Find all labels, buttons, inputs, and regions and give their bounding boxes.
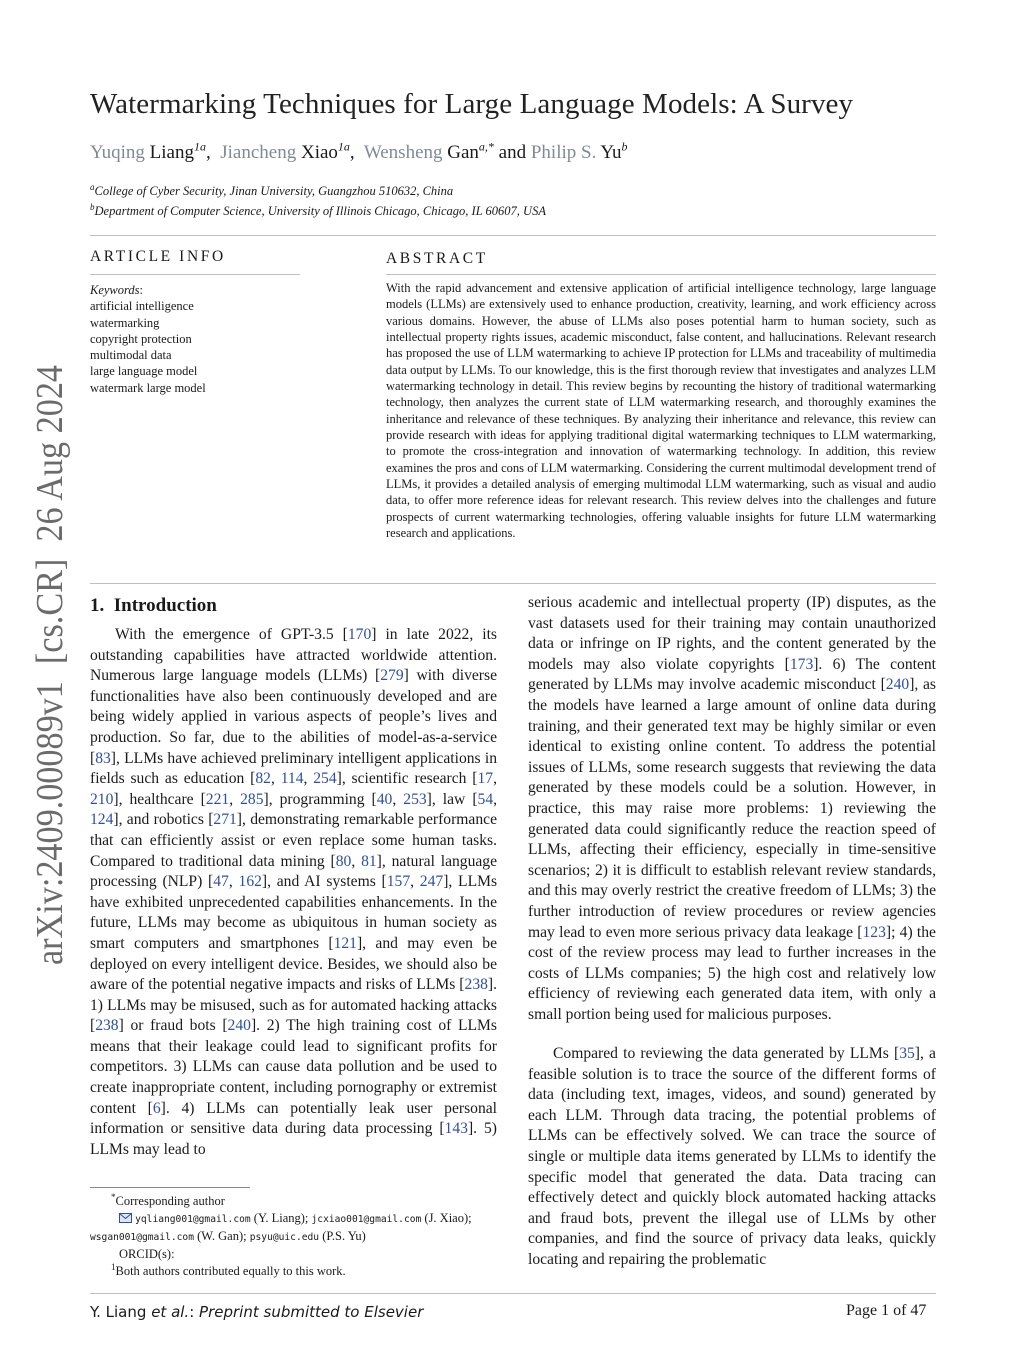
footer-etal: et al. xyxy=(151,1303,190,1321)
citation-link[interactable]: 80 xyxy=(335,852,352,870)
email-link[interactable]: yqliang001@gmail.com xyxy=(135,1214,251,1225)
author-family-name: Xiao xyxy=(300,142,338,163)
author-1[interactable] xyxy=(90,139,206,163)
body-text: ], and may even be deployed on every intelligent device. Besides, we should also be aware of the potential negative impacts and risks of LLMs [ xyxy=(90,934,497,994)
footer-author: Y. Liang xyxy=(90,1303,147,1321)
author-given-name: Yuqing xyxy=(90,142,145,163)
author-mark: 1a xyxy=(193,139,206,154)
keyword-item: artificial intelligence xyxy=(90,299,194,314)
email-link[interactable]: psyu@uic.edu xyxy=(249,1232,320,1243)
arxiv-side-stamp xyxy=(8,360,80,970)
body-text: ] or fraud bots [ xyxy=(118,1017,228,1035)
citation-link[interactable]: 123 xyxy=(862,923,886,941)
body-text: ], as the models have learned a large amount of online data during training, and their generated text may be highly similar or even identical to existing online content. To address the potential issues of LLMs, some research suggests that reviewing the data generated by these models could be a solution. However, in practice, this may raise more problems: 1) reviewing the generated data could significantly reduce the reaction speed of LLMs, affecting their efficiency, especially in time-sensitive scenarios; 2) it is difficult to establish relevant review standards, and this may overly restrict the creative freedom of LLMs; 3) the further introduction of review procedures or review agencies may lead to even more serious privacy data leakage [ xyxy=(528,676,936,941)
body-text: With the emergence of GPT-3.5 [ xyxy=(115,626,348,643)
body-text: ]. 2) The high training cost of LLMs means that their leakage could lead to significant profits for competitors. 3) LLMs can cause data pollution and be used to create inappropriate content, including pornography or extremist content [ xyxy=(90,1017,497,1117)
body-text: ], demonstrating remarkable performance that can efficiently assist or even replace some human tasks. Compared to traditional data mining [ xyxy=(90,811,497,870)
citation-link[interactable]: 170 xyxy=(347,626,372,643)
page-number: Page 1 of 47 xyxy=(846,1302,927,1319)
envelope-icon xyxy=(119,1211,132,1228)
header-divider xyxy=(90,235,936,236)
footnote-text: Corresponding author xyxy=(115,1194,225,1208)
author-family-name: Liang xyxy=(149,142,194,163)
citation-link[interactable]: 114 xyxy=(280,770,304,788)
citation-link[interactable]: 162 xyxy=(238,873,262,891)
body-text: ] in late 2022, its outstanding capabilities have attracted worldwide attention. Numerous large language models (LLMs) [ xyxy=(90,626,497,685)
body-text: ]. 6) The content generated by LLMs may involve academic misconduct [ xyxy=(528,655,936,694)
keywords-label: Keywords xyxy=(90,283,140,297)
body-text: , xyxy=(392,790,404,808)
email-owner: (Y. Liang); xyxy=(253,1211,309,1225)
body-text: ], a feasible solution is to trace the source of the different forms of data (including text, images, videos, and sound) generated by each LLM. Through data tracing, the potential problems of LLMs can be effectively solved. We can trace the source of single or multiple data items generated by LLMs to identify the specific model that generated the data. Data tracing can effectively detect and quickly block automated hacking attacks and fraud bots, prevent the illegal use of LLMs by other companies, and find the source of privacy data leaks, quickly locating and repairing the problematic xyxy=(528,1045,936,1268)
intro-right-paragraph-1 xyxy=(528,593,936,1025)
email-owner: (J. Xiao); xyxy=(424,1211,472,1225)
footnote-orcid: ORCID(s): xyxy=(119,1247,175,1261)
affiliation-mark: a xyxy=(90,181,95,192)
citation-link[interactable]: 279 xyxy=(380,667,404,685)
body-text: ], LLMs have achieved preliminary intelligent applications in fields such as education [ xyxy=(90,749,497,788)
body-text: ]. 5) LLMs may lead to xyxy=(90,1120,497,1158)
citation-link[interactable]: 157 xyxy=(386,873,411,891)
citation-link[interactable]: 210 xyxy=(90,790,114,808)
author-list xyxy=(90,139,628,164)
body-text: ], and robotics [ xyxy=(113,811,214,829)
arxiv-identifier: arXiv:2409.00089v1 [cs.CR] 26 Aug 2024 xyxy=(29,360,71,965)
citation-link[interactable]: 238 xyxy=(95,1017,119,1035)
body-text: , xyxy=(351,852,362,870)
body-text: , xyxy=(303,770,314,788)
body-text: serious academic and intellectual property (IP) disputes, as the vast datasets used for their training may contain unauthorized data or infringe on IP rights, and the content generated by the models may also violate copyrights [ xyxy=(528,594,936,673)
citation-link[interactable]: 285 xyxy=(240,790,264,808)
affiliation-mark: b xyxy=(90,201,95,212)
body-text: , xyxy=(410,873,420,891)
body-text: ], LLMs have exhibited unprecedented capabilities enhancements. In the future, LLMs may become as ubiquitous in human society as smart computers and smartphones [ xyxy=(90,873,498,952)
section-title: Introduction xyxy=(113,595,217,616)
body-text: ]; 4) the cost of the review process may lead to further increases in the costs of LLMs companies; 5) the high cost and relatively low efficiency of reviewing each generated data item, with only a small portion being used for malicious purposes. xyxy=(528,923,936,1023)
body-text: , xyxy=(270,770,281,788)
section-heading xyxy=(90,595,217,617)
body-text: ]. 4) LLMs can potentially leak user personal information or sensitive data during data processing [ xyxy=(90,1099,497,1138)
citation-link[interactable]: 247 xyxy=(419,873,444,891)
keyword-item: watermarking xyxy=(90,315,160,330)
citation-link[interactable]: 143 xyxy=(444,1120,468,1138)
body-text: ], programming [ xyxy=(263,790,377,808)
body-text: Compared to reviewing the data generated by LLMs [ xyxy=(553,1045,900,1062)
citation-link[interactable]: 240 xyxy=(227,1017,251,1035)
keywords-colon: : xyxy=(139,283,144,297)
keyword-item: large language model xyxy=(90,364,198,379)
abstract-divider xyxy=(386,274,936,275)
author-mark: b xyxy=(621,139,628,154)
section-number: 1. xyxy=(90,595,105,616)
keywords-block xyxy=(90,282,305,396)
body-text: ]. 1) LLMs may be misused, such as for automated hacking attacks [ xyxy=(90,976,497,1035)
email-link[interactable]: jcxiao001@gmail.com xyxy=(311,1214,422,1225)
abstract-body: With the rapid advancement and extensive application of artificial intelligence technology, large language models (LLMs) are extensively used to enhance production, creativity, learning, and work efficiency across various domains. However, the abuse of LLMs also poses potential harm to human society, such as intellectual property rights issues, academic misconduct, false content, and hallucinations. Relevant research has proposed the use of LLM watermarking to achieve IP protection for LLMs and traceability of multimedia data output by LLMs. To our knowledge, this is the first thorough review that investigates and analyzes LLM watermarking technology in detail. This review begins by recounting the history of traditional watermarking technology, then analyzes the current state of LLM watermarking research, and thoroughly examines the inheritance and relevance of these techniques. By analyzing their inheritance and relevance, this review can provide research with ideas for applying traditional digital watermarking techniques to LLM watermarking, to promote the cross-integration and innovation of watermarking technology. In addition, this review examines the pros and cons of LLM watermarking. Considering the current multimodal development trend of LLMs, it provides a detailed analysis of emerging multimodal LLM watermarking, such as visual and audio data, to offer more reference ideas for relevant research. This review delves into the challenges and future prospects of current watermarking technologies, offering valuable insights for future LLM watermarking research and applications. xyxy=(386,281,936,541)
citation-link[interactable]: 253 xyxy=(403,790,427,808)
author-and: and xyxy=(498,142,527,163)
author-mark: a,* xyxy=(478,139,494,154)
email-owner: (P.S. Yu) xyxy=(322,1229,366,1243)
footnote-emails-line-1 xyxy=(90,1210,500,1228)
citation-link[interactable]: 124 xyxy=(90,811,114,829)
citation-link[interactable]: 47 xyxy=(213,873,229,891)
keyword-item: multimodal data xyxy=(90,348,172,363)
citation-link[interactable]: 6 xyxy=(152,1099,161,1117)
footnote-text: Both authors contributed equally to this work. xyxy=(115,1264,346,1278)
email-link[interactable]: wsgan001@gmail.com xyxy=(90,1232,194,1243)
author-given-name: Philip S. xyxy=(530,142,597,163)
intro-left-column xyxy=(90,625,497,1160)
affiliation-a xyxy=(90,181,454,199)
author-given-name: Jiancheng xyxy=(220,142,297,163)
footnote-divider xyxy=(90,1187,250,1188)
footer-divider xyxy=(90,1293,936,1294)
footer-venue: Preprint submitted to Elsevier xyxy=(199,1303,424,1321)
keyword-item: watermark large model xyxy=(90,380,206,395)
citation-link[interactable]: 173 xyxy=(789,655,814,673)
paper-title: Watermarking Techniques for Large Language Models: A Survey xyxy=(90,88,854,120)
body-text: ], and AI systems [ xyxy=(261,873,387,891)
running-footer xyxy=(90,1303,423,1321)
author-2[interactable] xyxy=(220,139,350,163)
body-text: , xyxy=(229,790,241,808)
author-separator: , xyxy=(205,142,211,163)
citation-link[interactable]: 17 xyxy=(477,770,494,788)
citation-link[interactable]: 271 xyxy=(213,811,237,829)
footnote-mark: 1 xyxy=(111,1261,116,1272)
citation-link[interactable]: 40 xyxy=(376,790,393,808)
body-text: ], law [ xyxy=(426,790,478,808)
intro-right-paragraph-2 xyxy=(528,1044,936,1271)
footnote-corresponding xyxy=(90,1193,500,1210)
abstract-heading: ABSTRACT xyxy=(386,250,488,267)
affiliation-text: Department of Computer Science, University of Illinois Chicago, Chicago, IL 60607, USA xyxy=(94,204,546,218)
footnote-emails-line-2 xyxy=(90,1228,500,1246)
body-text: ], natural language processing (NLP) [ xyxy=(90,852,498,891)
author-given-name: Wensheng xyxy=(363,142,443,163)
body-text: , xyxy=(493,790,498,808)
citation-link[interactable]: 82 xyxy=(255,770,271,788)
footer-colon: : xyxy=(189,1303,195,1321)
body-text: ], healthcare [ xyxy=(113,790,206,808)
author-separator: , xyxy=(349,142,355,163)
citation-link[interactable]: 121 xyxy=(333,934,357,952)
citation-link[interactable]: 221 xyxy=(205,790,230,808)
body-text: , xyxy=(493,770,497,788)
citation-link[interactable]: 83 xyxy=(95,749,111,767)
affiliation-b xyxy=(90,201,546,219)
abstract-end-divider xyxy=(90,583,936,584)
citation-link[interactable]: 54 xyxy=(477,790,494,808)
footnotes xyxy=(90,1193,500,1280)
citation-link[interactable]: 254 xyxy=(313,770,337,788)
email-owner: (W. Gan); xyxy=(197,1229,247,1243)
affiliation-text: College of Cyber Security, Jinan University, Guangzhou 510632, China xyxy=(94,184,454,198)
body-text: ], scientific research [ xyxy=(336,770,478,788)
article-info-divider xyxy=(90,274,300,275)
author-3[interactable] xyxy=(363,139,494,163)
body-text: , xyxy=(228,873,239,891)
keyword-item: copyright protection xyxy=(90,331,192,346)
article-info-heading: ARTICLE INFO xyxy=(90,248,226,265)
author-4[interactable] xyxy=(530,139,628,163)
citation-link[interactable]: 238 xyxy=(464,976,488,994)
footnote-equal-contribution xyxy=(90,1263,500,1280)
citation-link[interactable]: 240 xyxy=(885,676,910,694)
body-text: ] with diverse functionalities have also been continuously developed and are being widely applied in various aspects of people’s lives and production. So far, due to the abilities of model-as-a-service [ xyxy=(90,667,497,767)
citation-link[interactable]: 81 xyxy=(361,852,377,870)
citation-link[interactable]: 35 xyxy=(899,1045,915,1062)
author-mark: 1a xyxy=(337,139,350,154)
author-family-name: Gan xyxy=(447,142,479,163)
author-family-name: Yu xyxy=(600,142,622,163)
footnote-mark: * xyxy=(111,1191,116,1202)
